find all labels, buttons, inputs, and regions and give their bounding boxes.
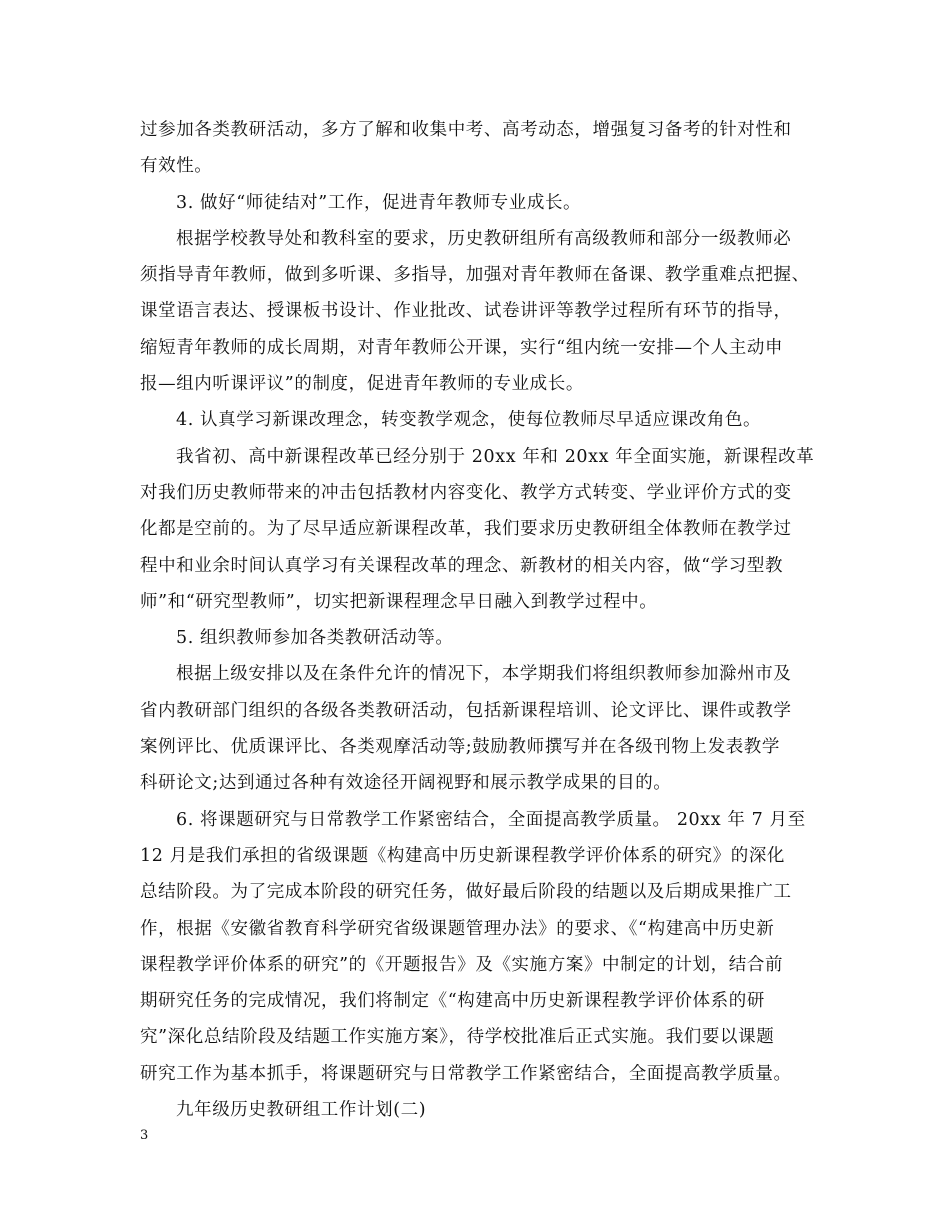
text-line: 须指导青年教师，做到多听课、多指导，加强对青年教师在备课、教学重难点把握、: [140, 265, 810, 286]
text-line: 程中和业余时间认真学习有关课程改革的理念、新教材的相关内容，做“学习型教: [140, 555, 784, 576]
text-line: 九年级历史教研组工作计划(二): [176, 1100, 427, 1121]
text-line: 期研究任务的完成情况，我们将制定《“构建高中历史新课程教学评价体系的研: [140, 991, 765, 1012]
text-line: 化都是空前的。为了尽早适应新课程改革，我们要求历史教研组全体教师在教学过: [140, 519, 792, 540]
text-line: 5. 组织教师参加各类教研活动等。: [176, 628, 454, 649]
text-line: 有效性。: [140, 156, 213, 177]
text-line: 报—组内听课评议”的制度，促进青年教师的专业成长。: [140, 374, 584, 395]
text-line: 缩短青年教师的成长周期，对青年教师公开课，实行“组内统一安排—个人主动申: [140, 337, 784, 358]
text-line: 根据上级安排以及在条件允许的情况下，本学期我们将组织教师参加滁州市及: [176, 664, 792, 685]
page-number: 3: [140, 1128, 149, 1143]
text-line: 根据学校教导处和教科室的要求，历史教研组所有高级教师和部分一级教师必: [176, 228, 792, 249]
text-line: 案例评比、优质课评比、各类观摩活动等;鼓励教师撰写并在各级刊物上发表教学: [140, 737, 780, 758]
text-line: 我省初、高中新课程改革已经分别于 20xx 年和 20xx 年全面实施，新课程改革: [176, 446, 815, 467]
text-line: 研究工作为基本抓手，将课题研究与日常教学工作紧密结合，全面提高教学质量。: [140, 1063, 792, 1084]
text-line: 对我们历史教师带来的冲击包括教材内容变化、教学方式转变、学业评价方式的变: [140, 482, 792, 503]
text-line: 4. 认真学习新课改理念，转变教学观念，使每位教师尽早适应课改角色。: [176, 410, 762, 431]
text-line: 课堂语言表达、授课板书设计、作业批改、试卷讲评等教学过程所有环节的指导，: [140, 301, 792, 322]
text-line: 12 月是我们承担的省级课题《构建高中历史新课程教学评价体系的研究》的深化: [140, 845, 786, 866]
text-line: 作，根据《安徽省教育科学研究省级课题管理办法》的要求、《“构建高中历史新: [140, 918, 775, 939]
text-line: 3. 做好“师徒结对”工作，促进青年教师专业成长。: [176, 192, 582, 213]
text-line: 6. 将课题研究与日常教学工作紧密结合，全面提高教学质量。 20xx 年 7 月至: [176, 809, 806, 830]
text-line: 科研论文;达到通过各种有效途径开阔视野和展示教学成果的目的。: [140, 773, 672, 794]
text-line: 总结阶段。为了完成本阶段的研究任务，做好最后阶段的结题以及后期成果推广工: [140, 882, 792, 903]
text-line: 师”和“研究型教师”，切实把新课程理念早日融入到教学过程中。: [140, 591, 658, 612]
document-body: [140, 112, 820, 1128]
text-line: 课程教学评价体系的研究”的《开题报告》及《实施方案》中制定的计划，结合前: [140, 954, 784, 975]
text-line: 省内教研部门组织的各级各类教研活动，包括新课程培训、论文评比、课件或教学: [140, 700, 792, 721]
text-line: 过参加各类教研活动，多方了解和收集中考、高考动态，增强复习备考的针对性和: [140, 120, 792, 140]
text-line: 究”深化总结阶段及结题工作实施方案》，待学校批准后正式实施。我们要以课题: [140, 1027, 775, 1048]
